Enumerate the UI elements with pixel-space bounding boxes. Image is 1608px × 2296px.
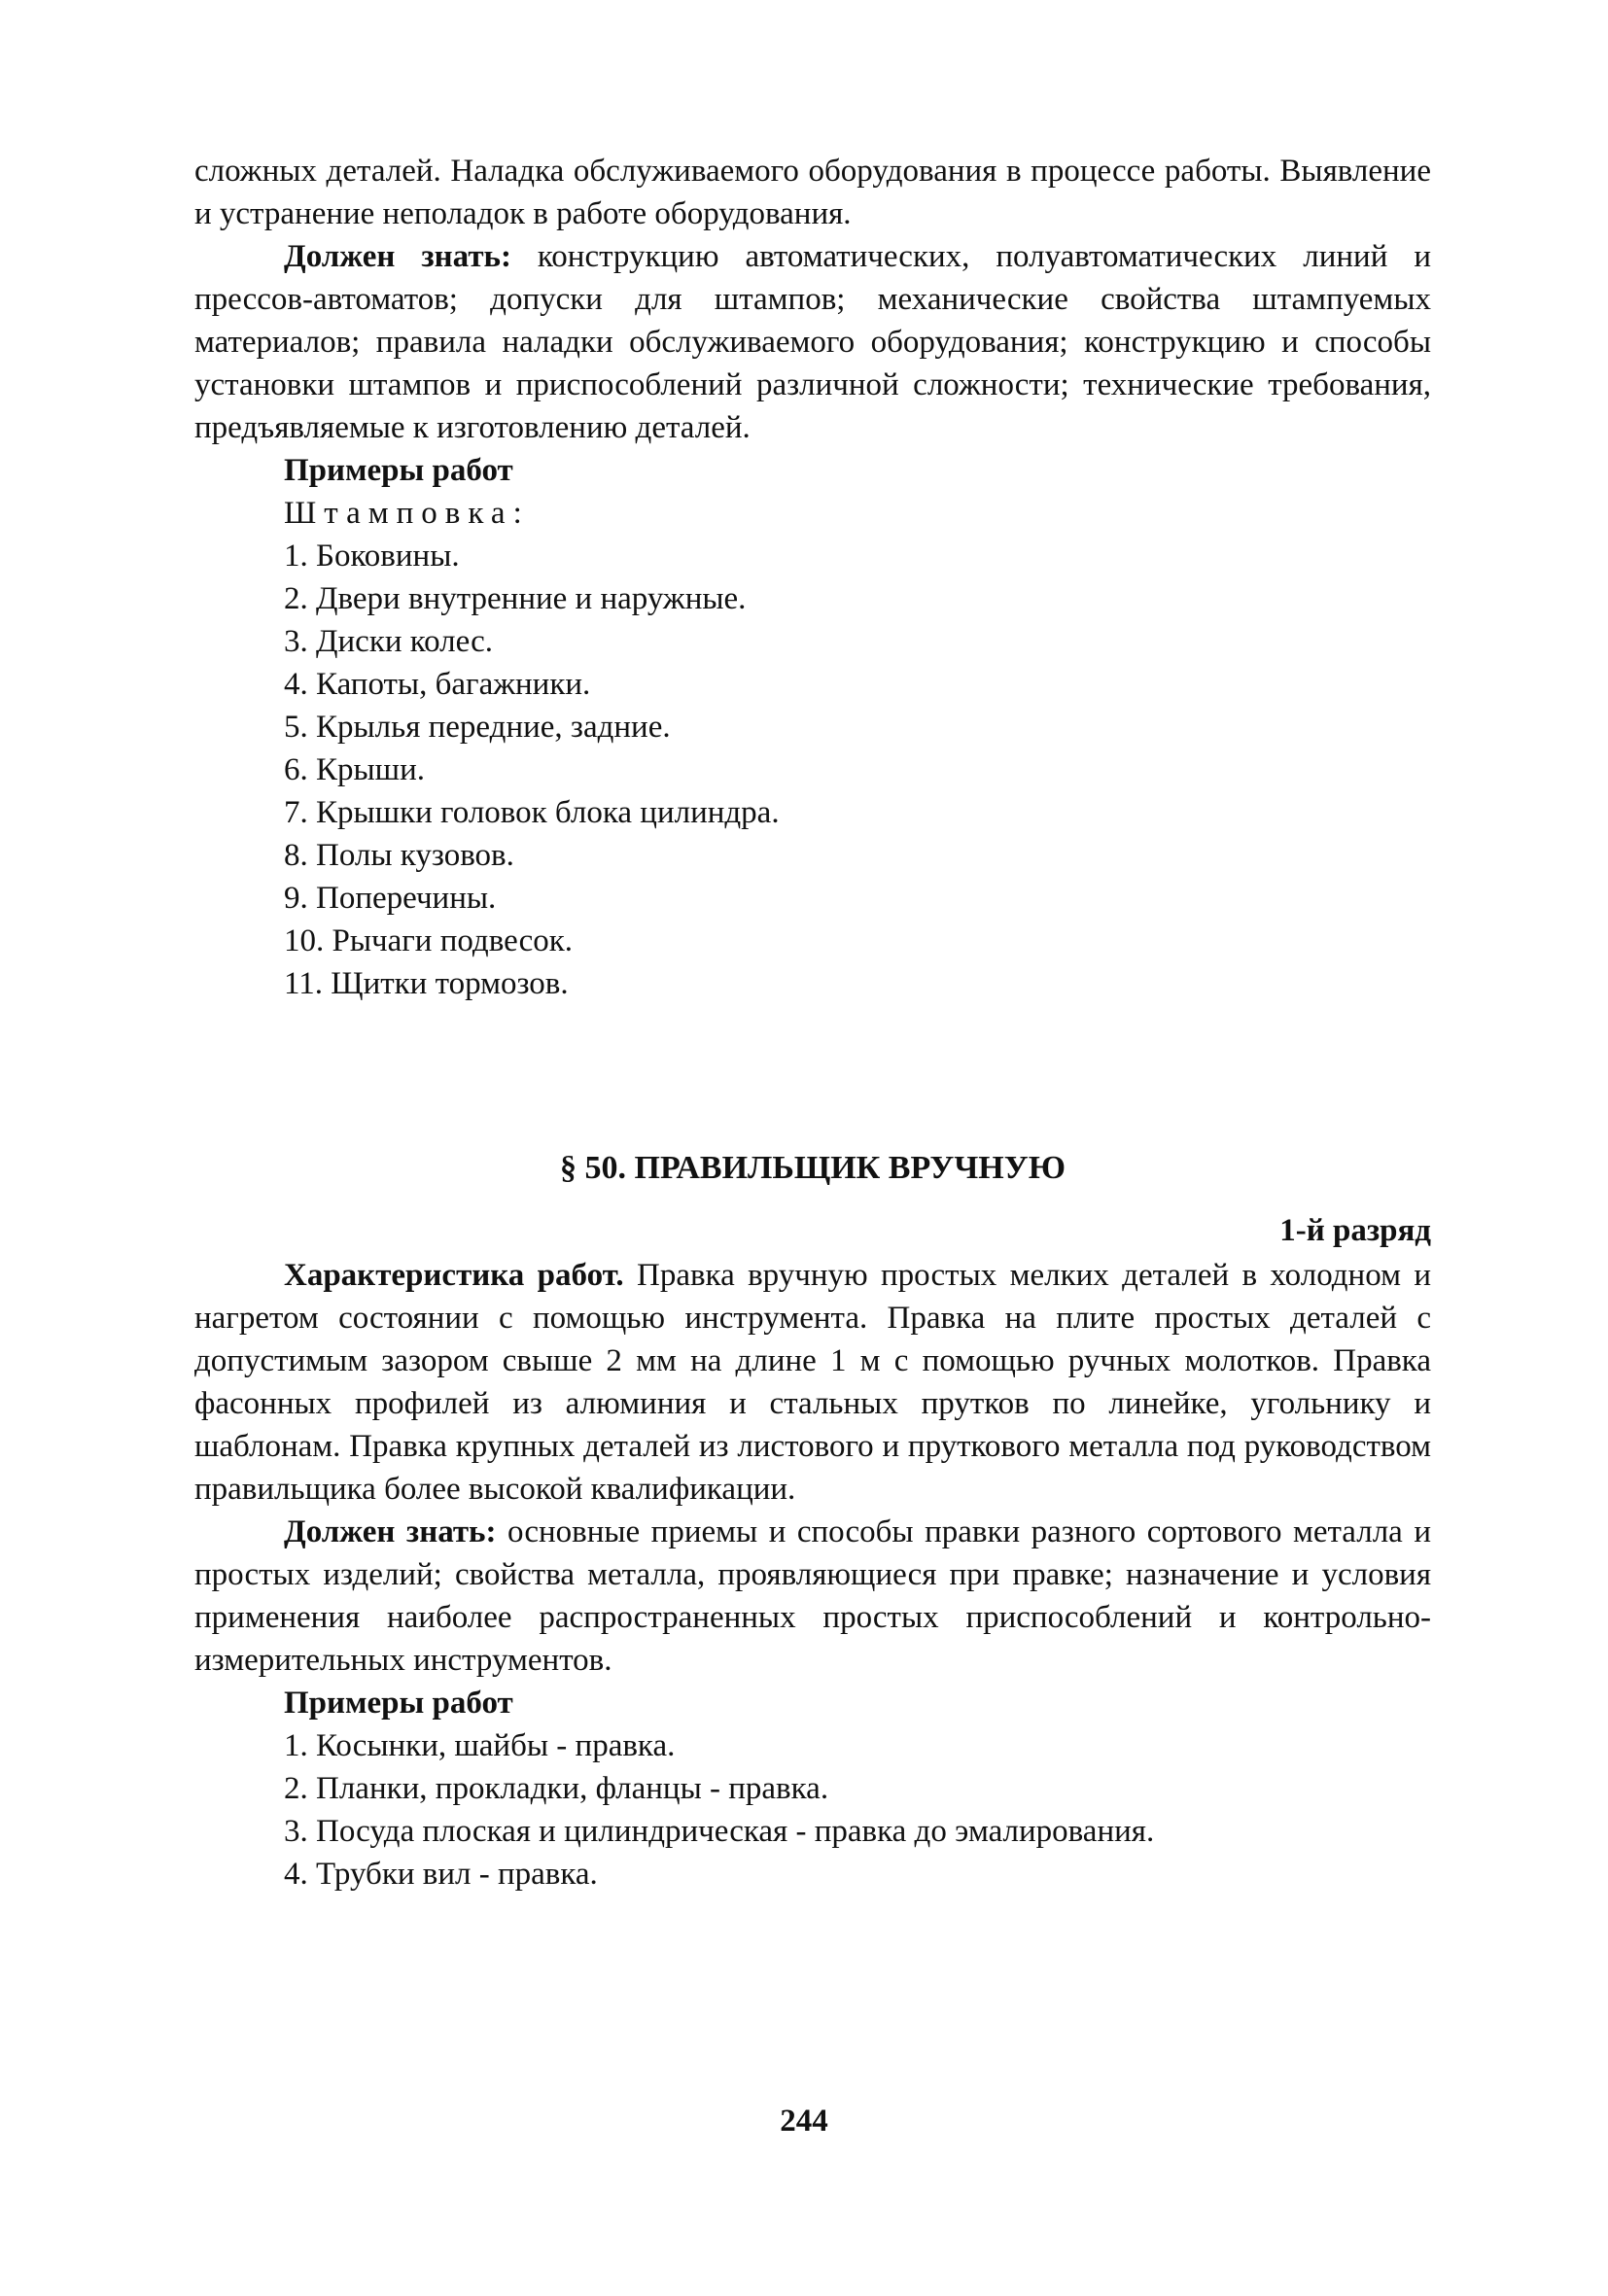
list-item: 4. Капоты, багажники.	[284, 667, 591, 702]
list-item: 3. Диски колес.	[284, 624, 494, 659]
list-item: 1. Боковины.	[284, 539, 460, 574]
list-item: 10. Рычаги подвесок.	[284, 923, 573, 958]
characteristics-text: Правка вручную простых мелких деталей в холодном и нагретом состоянии с помощью инструмента. Правка на плите простых деталей с допустимым зазором свыше 2 мм на длине 1 м с помощью ручных молотков. Правка фасонных профилей из алюминия и стальных прутков по линейке, угольнику и шаблонам. Правка крупных деталей из листового и пруткового металла под руководством правильщика более высокой квалификации.	[194, 1258, 1431, 1507]
list-item: 2. Двери внутренние и наружные.	[284, 581, 747, 616]
section-text-block	[194, 1254, 1431, 1896]
examples-heading: Примеры работ	[284, 453, 513, 488]
list-item: 9. Поперечины.	[284, 881, 497, 916]
section-must-know-paragraph	[194, 1511, 1431, 1682]
section-must-know-label: Должен знать:	[284, 1514, 497, 1549]
top-text-block	[194, 150, 1431, 1005]
list-item: 2. Планки, прокладки, фланцы - правка.	[284, 1771, 829, 1806]
examples-category: Штамповка:	[284, 496, 530, 531]
continuation-paragraph: сложных деталей. Наладка обслуживаемого оборудования в процессе работы. Выявление и устранение неполадок в работе оборудования.	[194, 154, 1431, 231]
must-know-text: конструкцию автоматических, полуавтоматических линий и прессов-автоматов; допуски для штампов; механические свойства штампуемых материалов; правила наладки обслуживаемого оборудования; конструкцию и способы установки штампов и приспособлений различной сложности; технические требования, предъявляемые к изготовлению деталей.	[194, 239, 1431, 445]
list-item: 11. Щитки тормозов.	[284, 966, 569, 1001]
page-number: 244	[780, 2104, 828, 2139]
list-item: 1. Косынки, шайбы - правка.	[284, 1728, 676, 1763]
section-examples-heading: Примеры работ	[284, 1686, 513, 1721]
list-item: 4. Трубки вил - правка.	[284, 1857, 598, 1892]
characteristics-label: Характеристика работ.	[284, 1258, 624, 1293]
examples-list	[194, 535, 1431, 1005]
list-item: 3. Посуда плоская и цилиндрическая - правка до эмалирования.	[284, 1814, 1155, 1849]
list-item: 8. Полы кузовов.	[284, 838, 514, 873]
list-item: 6. Крыши.	[284, 752, 426, 787]
grade-label: 1-й разряд	[1279, 1213, 1431, 1248]
section-must-know-text: основные приемы и способы правки разного сортового металла и простых изделий; свойства металла, проявляющиеся при правке; назначение и условия применения наиболее распространенных простых приспособлений и контрольно-измерительных инструментов.	[194, 1514, 1431, 1678]
must-know-label: Должен знать:	[284, 239, 511, 274]
list-item: 7. Крышки головок блока цилиндра.	[284, 795, 780, 830]
must-know-paragraph	[194, 235, 1431, 449]
characteristics-paragraph	[194, 1254, 1431, 1511]
section-examples-list	[194, 1724, 1431, 1896]
section-title: § 50. ПРАВИЛЬЩИК ВРУЧНУЮ	[560, 1150, 1066, 1186]
list-item: 5. Крылья передние, задние.	[284, 710, 671, 745]
